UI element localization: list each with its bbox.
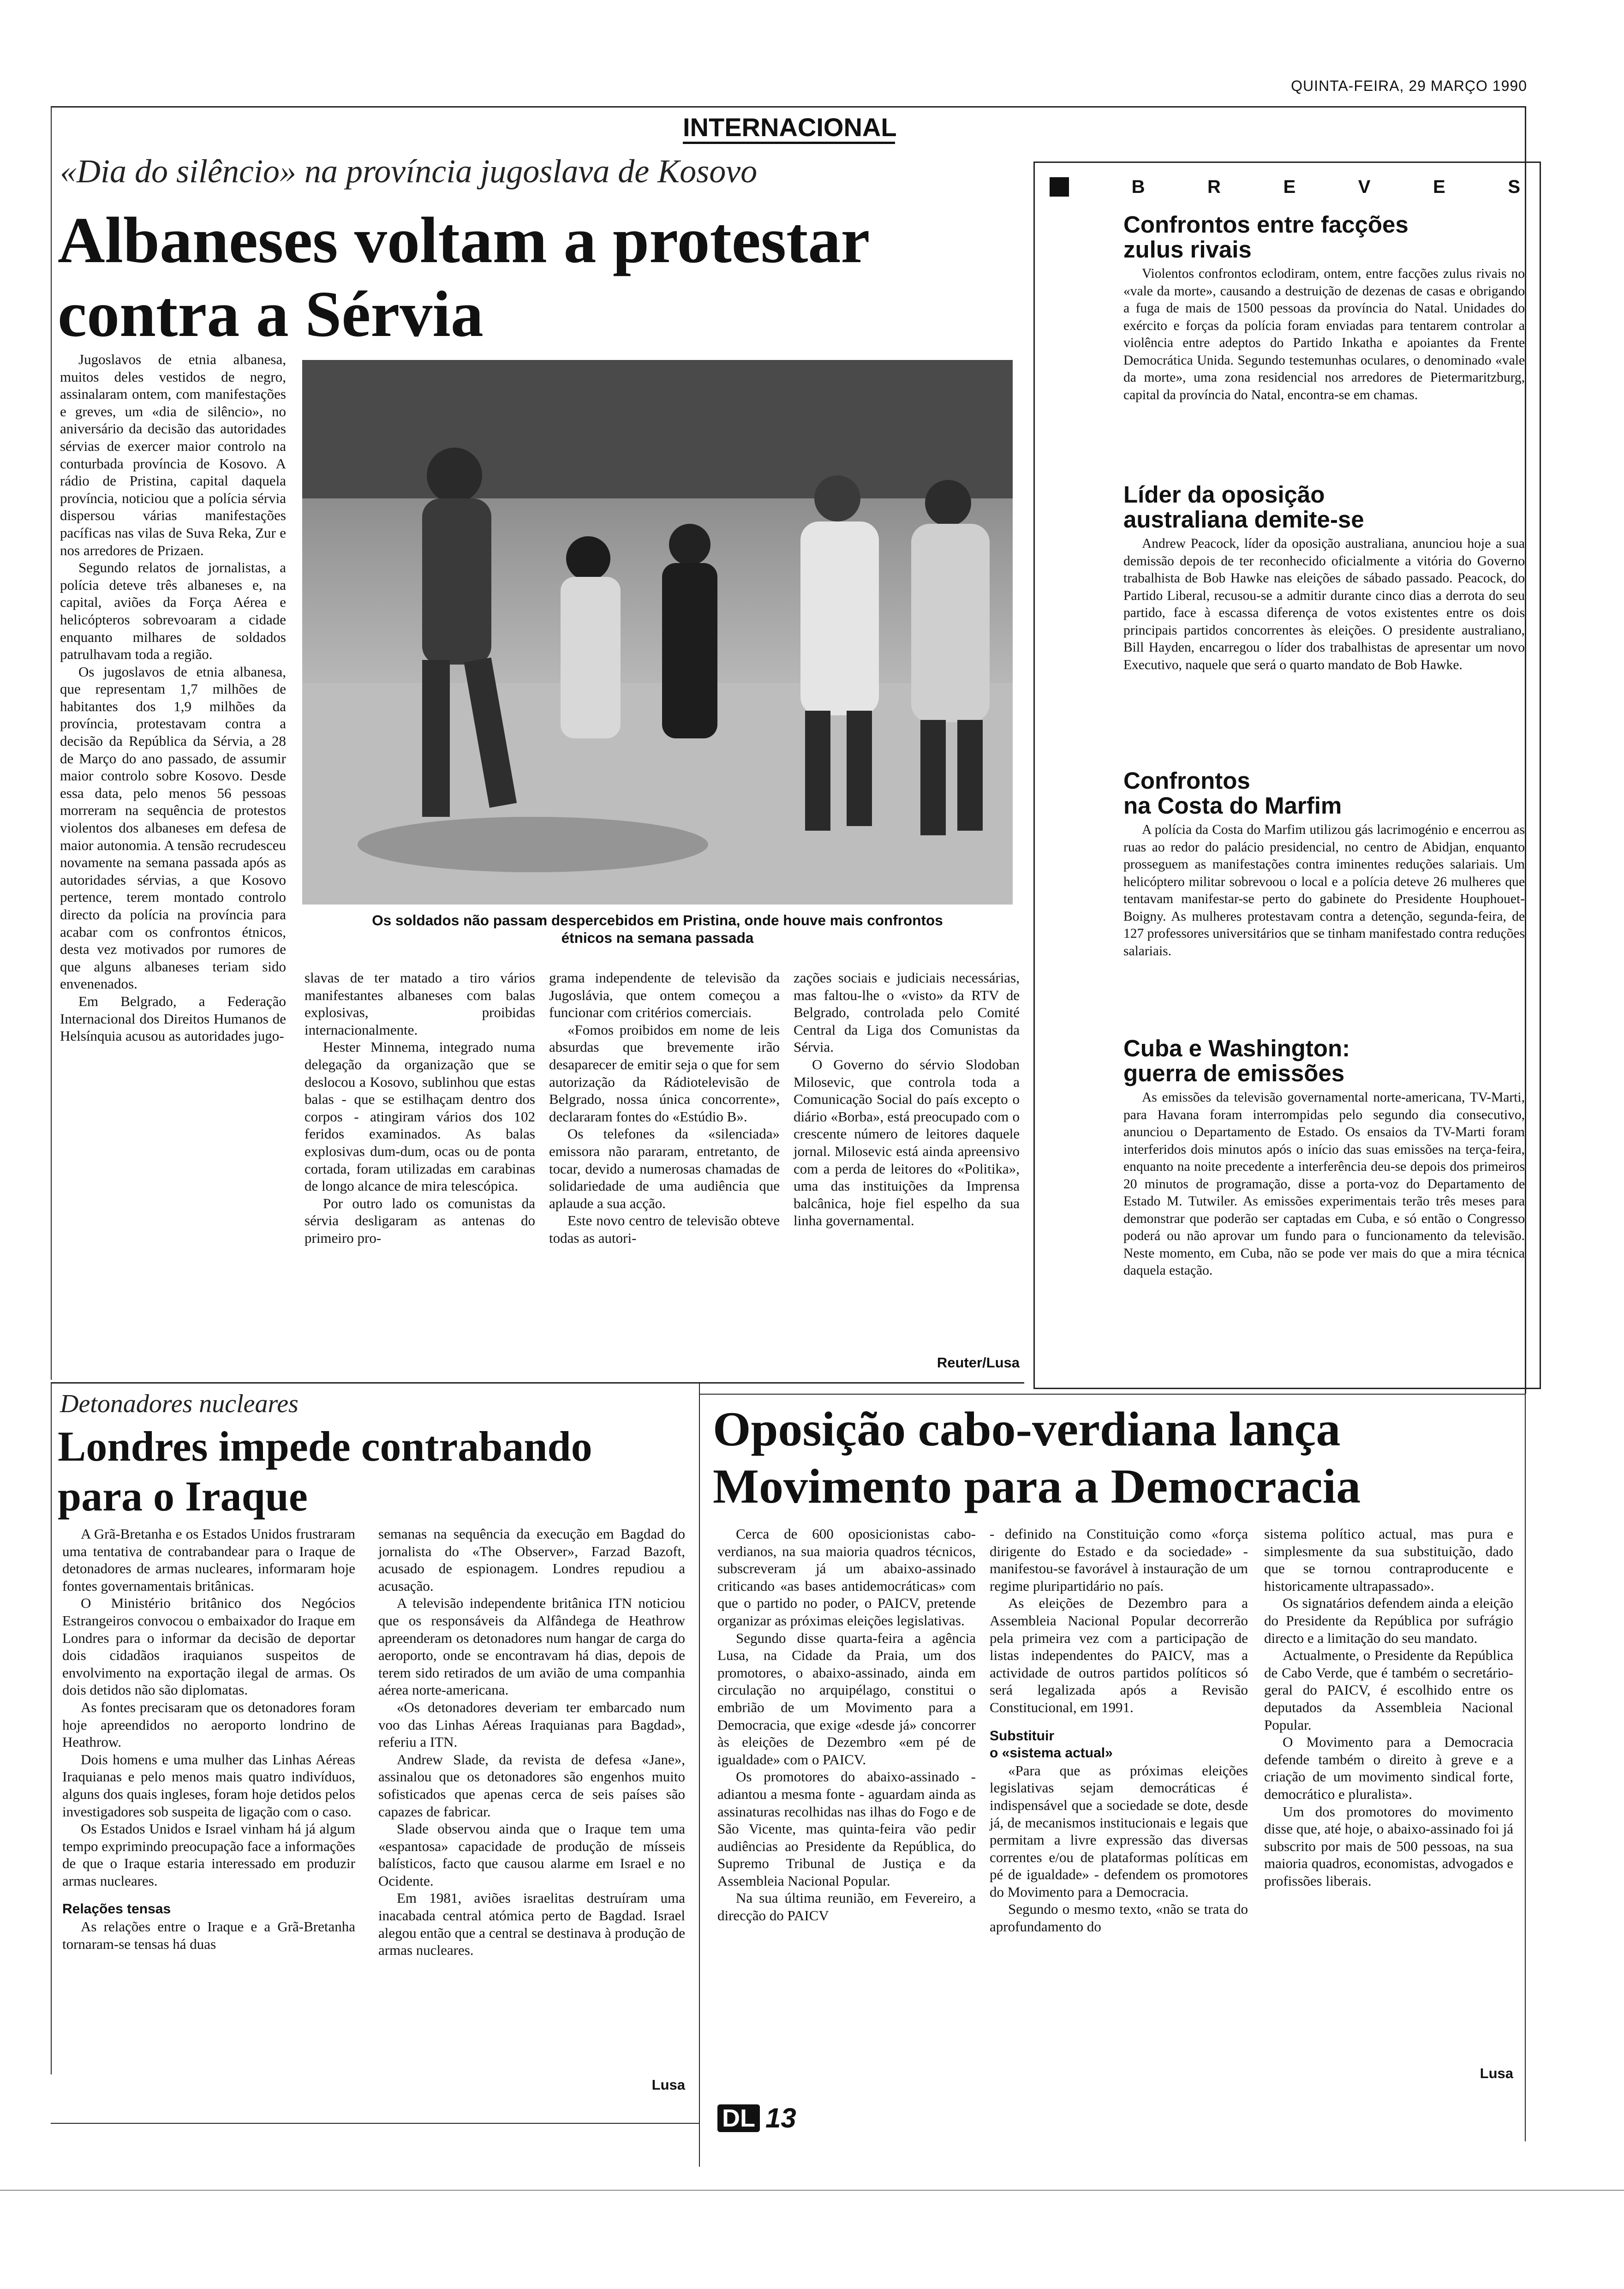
caboverde-signature: Lusa [1480,2065,1513,2081]
iraque-headline-line1: Londres impede contrabando [58,1423,592,1470]
caboverde-headline-line2: Movimento para a Democracia [713,1459,1361,1513]
paragraph: Em 1981, aviões israelitas destruíram uma inacabada central atómica perto de Bagdad. Israel alegou então que a central se destinava à produção de armas nucleares. [378,1890,685,1959]
paragraph: O Governo do sérvio Slodoban Milosevic, que controla toda a Comunicação Social do país excepto o diário «Borba», está preocupado com o crescente número de leitores daquele jornal. Milosevic está ainda apreensivo com a perda de leitores do «Politika», uma das instituições da Imprensa balcânica, hoje fiel espelho da sua linha governamental. [794,1056,1020,1229]
breve-body-4 [1123,1089,1525,1280]
paragraph: Jugoslavos de etnia albanesa, muitos deles vestidos de negro, assinalaram ontem, com manifestações e greves, um «dia de silêncio», no aniversário da decisão das autoridades sérvias de exercer maior controlo na conturbada província de Kosovo. A rádio de Pristina, capital daquela província, noticiou que a polícia sérvia dispersou várias manifestações pacíficas nas vilas de Suva Reka, Zur e nos arredores de Prizaen. [60,351,286,558]
iraque-column-1 [62,1525,355,1953]
paragraph: Na sua última reunião, em Fevereiro, a direcção do PAICV [717,1890,976,1924]
paragraph: semanas na sequência da execução em Bagdad do jornalista do «The Observer», Farzad Bazoft, acusado de espionagem. Londres repudiou a acusação. [378,1526,685,1594]
kosovo-headline-line1: Albaneses voltam a protestar [58,204,870,276]
paragraph: slavas de ter matado a tiro vários manifestantes albaneses com balas explosivas, proibidas internacionalmente. [304,970,535,1038]
paragraph: As relações entre o Iraque e a Grã-Bretanha tornaram-se tensas há duas [62,1918,355,1952]
section-label: INTERNACIONAL [683,113,895,144]
breve-title-line: na Costa do Marfim [1123,792,1342,819]
iraque-headline [58,1421,592,1521]
left-outer-rule [51,106,52,1380]
paragraph: sistema político actual, mas pura e simplesmente da sua substituição, dado que se tornou contraproducente e historicamente ultrapassado». [1264,1526,1513,1594]
paragraph: Segundo disse quarta-feira a agência Lusa, na Cidade da Praia, um dos promotores, o abaixo-assinado, ainda em circulação no arquipélago, constitui o embrião de um Movimento para a Democracia, que exige «desde já» concorrer às eleições de Dezembro «em pé de igualdade» com o PAICV. [717,1630,976,1768]
iraque-kicker: Detonadores nucleares [60,1390,299,1418]
breve-title-3 [1123,768,1342,818]
paragraph: A polícia da Costa do Marfim utilizou gás lacrimogénio e encerrou as ruas ao redor do palácio presidencial, no centro de Abidjan, enquanto prosseguem as manifestações contra iminentes reduções salariais. Um helicóptero militar sobrevoou o local e a polícia deteve 26 mulheres que tentavam manifestar-se perto do gabinete do Presidente Houphouet-Boigny. As mulheres protestavam contra a detenção, segunda-feira, de 127 professores universitários que se tinham manifestado contra reduções salariais. [1123,822,1525,959]
paragraph: A Grã-Bretanha e os Estados Unidos frustraram uma tentativa de contrabandear para o Iraque de detonadores de armas nucleares, informaram hoje fontes governamentais britânicas. [62,1526,355,1594]
breves-marker [1050,177,1069,197]
paragraph: O Ministério britânico dos Negócios Estrangeiros convocou o embaixador do Iraque em Londres para o informar da decisão de deportar dois cidadãos iraquianos suspeitos de envolvimento na exportação ilegal de armas. Os dois detidos não são diplomatas. [62,1595,355,1698]
breve-title-line: Cuba e Washington: [1123,1035,1350,1061]
page-number: 13 [765,2103,796,2133]
paragraph: «Os detonadores deveriam ter embarcado num voo das Linhas Aéreas Iraquianas para Bagdad», referiu a ITN. [378,1699,685,1750]
kosovo-column-3 [549,969,780,1247]
caboverde-headline [713,1401,1361,1515]
iraque-subhead: Relações tensas [62,1901,171,1917]
breve-title-line: guerra de emissões [1123,1060,1345,1086]
lower-divider-rule [699,1382,700,2167]
paragraph: Os promotores do abaixo-assinado - adiantou a mesma fonte - aguardam ainda as assinaturas recolhidas nas ilhas do Fogo e de São Vicente, mas quinta-feira vão pedir audiências ao Presidente da República, do Supremo Tribunal de Justiça e da Assembleia Nacional Popular. [717,1768,976,1889]
breve-title-2 [1123,482,1364,532]
iraque-column-2 [378,1525,685,1959]
bottom-rule [0,2190,1624,2191]
paragraph: Slade observou ainda que o Iraque tem uma «espantosa» capacidade de produção de mísseis balísticos, facto que causou alarme em Israel e no Ocidente. [378,1821,685,1889]
breves-letter: S [1508,176,1520,197]
paragraph: Dois homens e uma mulher das Linhas Aéreas Iraquianas e pelo menos mais quatro indivíduos, alguns dos quais ingleses, foram hoje detidos pelos investigadores sob suspeita de ligação com o caso. [62,1751,355,1820]
right-article-right-rule [1525,1394,1526,2141]
kosovo-photo-caption [302,911,1013,947]
paragraph: Segundo relatos de jornalistas, a polícia deteve três albaneses e, na capital, aviões da Força Aérea e helicópteros sobrevoaram a cidade enquanto milhares de soldados patrulhavam toda a região. [60,559,286,663]
caboverde-subhead [990,1727,1248,1762]
kosovo-kicker: «Dia do silêncio» na província jugoslava de Kosovo [60,153,758,190]
kosovo-column-1 [60,351,286,1045]
breve-body-1 [1123,265,1525,404]
kosovo-headline-line2: contra a Sérvia [58,277,484,350]
paragraph: O Movimento para a Democracia defende também o direito à greve e a criação de um movimento sindical forte, democrático e pluralista». [1264,1734,1513,1802]
top-rule [51,106,1525,108]
paragraph: Cerca de 600 oposicionistas cabo-verdianos, na sua maioria quadros técnicos, subscreveram já um abaixo-assinado criticando «as bases antidemocráticas» com que o partido no poder, o PAICV, pretende organizar as próximas eleições legislativas. [717,1526,976,1629]
lower-left-rule [51,1382,52,2074]
page-date: QUINTA-FEIRA, 29 MARÇO 1990 [1291,78,1527,94]
paragraph: Hester Minnema, integrado numa delegação da organização que se deslocou a Kosovo, sublinhou que estas balas - que se estilhaçam dentro dos corpos - atingiram vários dos 102 feridos examinados. As balas explosivas dum-dum, ocas ou de ponta cortada, foram utilizadas em carabinas de longo alcance de mira telescópica. [304,1039,535,1194]
paragraph: - definido na Constituição como «força dirigente do Estado e da sociedade» - manifestou-se favorável à instauração de um regime pluripartidário no país. [990,1526,1248,1594]
caboverde-headline-line1: Oposição cabo-verdiana lança [713,1402,1341,1456]
subhead-line: Substituir [990,1728,1054,1744]
iraque-headline-line2: para o Iraque [58,1473,308,1520]
breve-title-1 [1123,212,1409,262]
paragraph: Os jugoslavos de etnia albanesa, que representam 1,7 milhões de habitantes dos 1,9 milhões da província, protestavam contra a decisão da República da Sérvia, a 28 de Março do ano passado, de assumir maior controlo sobre Kosovo. Desde essa data, pelo menos 56 pessoas morreram na sequência de protestos violentos dos albaneses em defesa de maior autonomia. A tensão recrudesceu novamente na semana passada após as autoridades sérvias, a que Kosovo pertence, terem montado controlo directo da polícia na província para acabar com os confrontos étnicos, desta vez motivados por rumores de que alguns albaneses teriam sido envenenados. [60,663,286,992]
paragraph: «Para que as próximas eleições legislativas sejam democráticas é indispensável que a sociedade se dote, desde já, de mecanismos institucionais e legais que permitam a livre expressão das diversas correntes e/ou de plataformas políticas em pé de igualdade» - defendem os promotores do Movimento para a Democracia. [990,1762,1248,1900]
breves-header [1050,175,1520,198]
paragraph: zações sociais e judiciais necessárias, mas faltou-lhe o «visto» da RTV de Belgrado, controlada pelo Comité Central da Liga dos Comunistas da Sérvia. [794,970,1020,1055]
paragraph: A televisão independente britânica ITN noticiou que os responsáveis da Alfândega de Heathrow apreenderam os detonadores num hangar de carga do aeroporto, onde se encontravam há dias, depois de terem sido retirados de um avião de uma companhia aérea norte-americana. [378,1595,685,1698]
kosovo-column-2 [304,969,535,1247]
paragraph: Andrew Peacock, líder da oposição australiana, anunciou hoje a sua demissão depois de ter reconhecido oficialmente a vitória do Governo trabalhista de Bob Hawke nas eleições de sábado passado. Peacock, do Partido Liberal, recusou-se a admitir durante cinco dias a derrota do seu partido, face à escassa diferença de votos existentes entre os dois principais partidos concorrentes às eleições. O presidente australiano, Bill Hayden, encarregou o líder dos trabalhistas de apresentar um novo Executivo, naquele que será o quarto mandato de Bob Hawke. [1123,536,1525,672]
paragraph: Os signatários defendem ainda a eleição do Presidente da República por sufrágio directo e a limitação do seu mandato. [1264,1595,1513,1646]
breve-title-line: Líder da oposição [1123,481,1325,508]
newspaper-logo: DL [717,2104,760,2132]
paragraph: As eleições de Dezembro para a Assembleia Nacional Popular decorrerão pela primeira vez com a participação de listas independentes do PAICV, mas a actividade de outros partidos políticos só será legalizada após a Revisão Constitucional, em 1991. [990,1595,1248,1715]
caption-line2: étnicos na semana passada [561,929,754,946]
caboverde-column-2 [990,1525,1248,1935]
breves-letter: E [1433,176,1445,197]
breve-body-2 [1123,535,1525,674]
breve-title-line: Confrontos entre facções [1123,211,1409,238]
breves-letter: E [1283,176,1296,197]
paragraph: Andrew Slade, da revista de defesa «Jane», assinalou que os detonadores são engenhos muito sofisticados que apenas cerca de seis países são capazes de fabricar. [378,1751,685,1820]
lower-section-rule [51,1382,1024,1384]
caption-line1: Os soldados não passam despercebidos em Pristina, onde houve mais confrontos [372,912,943,929]
kosovo-headline [58,203,870,351]
breve-title-line: Confrontos [1123,767,1250,794]
photo-scene [302,360,1013,905]
lower-bottom-rule [51,2123,699,2124]
paragraph: Segundo o mesmo texto, «não se trata do aprofundamento do [990,1901,1248,1935]
paragraph: grama independente de televisão da Jugoslávia, que ontem começou a funcionar com critérios comerciais. [549,970,780,1021]
paragraph: Actualmente, o Presidente da República de Cabo Verde, que é também o secretário-geral do PAICV, é escolhido entre os deputados da Assembleia Nacional Popular. [1264,1647,1513,1733]
breve-body-3 [1123,821,1525,960]
paragraph: Violentos confrontos eclodiram, ontem, entre facções zulus rivais no «vale da morte», causando a destruição de dezenas de casas e obrigando a fuga de mais de 1500 pessoas da província do Natal. Unidades do exército e forças da polícia foram enviadas para tentarem controlar a violência entre adeptos do Partido Inkatha e apoiantes da Frente Democrática Unida. Segundo testemunhas oculares, o denominado «vale da morte», uma zona residencial nos arredores de Pietermaritzburg, capital da província do Natal, encontra-se em chamas. [1123,266,1525,402]
breves-letter: B [1131,176,1145,197]
paragraph: Este novo centro de televisão obteve todas as autori- [549,1212,780,1246]
paragraph: Os Estados Unidos e Israel vinham há já algum tempo exprimindo preocupação face a informações de que o Iraque estaria interessado em produzir armas nucleares. [62,1821,355,1889]
caboverde-column-3 [1264,1525,1513,1889]
subhead-line: o «sistema actual» [990,1745,1113,1761]
kosovo-signature: Reuter/Lusa [937,1354,1020,1371]
page-footer [717,2102,796,2134]
paragraph: As fontes precisaram que os detonadores foram hoje apreendidos no aeroporto londrino de Heathrow. [62,1699,355,1750]
breve-title-line: zulus rivais [1123,236,1252,263]
breve-title-4 [1123,1036,1350,1086]
paragraph: Um dos promotores do movimento disse que, até hoje, o abaixo-assinado foi já subscrito por mais de 500 pessoas, na sua maioria quadros, economistas, advogados e profissões liberais. [1264,1803,1513,1889]
paragraph: Os telefones da «silenciada» emissora não pararam, entretanto, de tocar, devido a numerosas chamadas de solidariedade de uma audiência que aplaude a sua acção. [549,1126,780,1211]
paragraph: Por outro lado os comunistas da sérvia desligaram as antenas do primeiro pro- [304,1195,535,1246]
paragraph: «Fomos proibidos em nome de leis absurdas que brevemente irão desaparecer de emitir seja o que for sem autorização da Rádiotelevisão de Belgrado, nossa única concorrente», declararam fontes do «Estúdio B». [549,1021,780,1125]
right-article-top-rule [699,1394,1525,1395]
caboverde-column-1 [717,1525,976,1924]
breves-letter: R [1207,176,1221,197]
breves-letter: V [1358,176,1371,197]
kosovo-photo [302,360,1013,905]
paragraph: Em Belgrado, a Federação Internacional dos Direitos Humanos de Helsínquia acusou as autoridades jugo- [60,993,286,1044]
iraque-signature: Lusa [651,2077,685,2093]
kosovo-column-4 [794,969,1020,1229]
breve-title-line: australiana demite-se [1123,506,1364,533]
paragraph: As emissões da televisão governamental norte-americana, TV-Marti, para Havana foram interrompidas pelo segundo dia consecutivo, anunciou o Departamento de Estado. Os ensaios da TV-Marti foram interferidos dois minutos após o início das suas emissões na terça-feira, enquanto na noite precedente a interferência deu-se depois dos primeiros 20 minutos de programação, disse a porta-voz do Departamento de Estado M. Tutwiler. As emissões experimentais terão três meses para demonstrar que poderão ser captadas em Cuba, e só então o Congresso poderá ou não aprovar um fundo para o funcionamento da televisão. Neste momento, em Cuba, não se pode ver mais do que a mira técnica daquela estação. [1123,1090,1525,1278]
